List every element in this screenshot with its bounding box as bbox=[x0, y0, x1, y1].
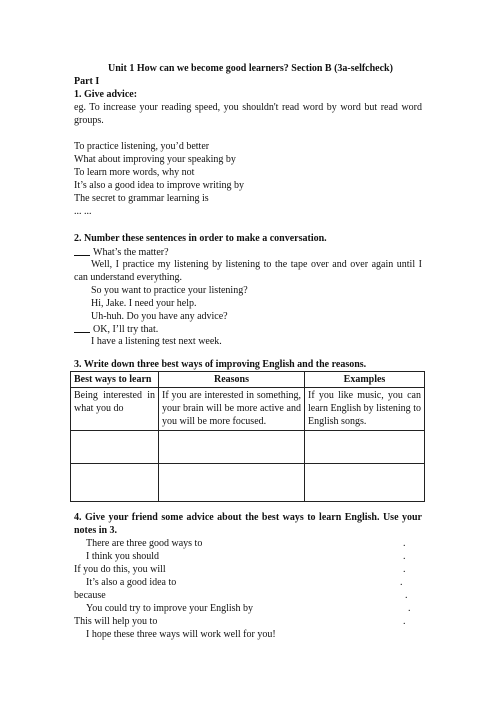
table-cell-empty[interactable] bbox=[71, 464, 159, 502]
advice-ellipsis: ... ... bbox=[74, 206, 92, 217]
line-end-mark: . bbox=[403, 538, 406, 549]
conversation-item-5: Uh-huh. Do you have any advice? bbox=[91, 311, 228, 322]
section2-heading: 2. Number these sentences in order to make a conversation. bbox=[74, 233, 327, 244]
section3-heading: 3. Write down three best ways of improving English and the reasons. bbox=[74, 359, 367, 370]
header-reasons: Reasons bbox=[159, 372, 305, 388]
conversation-item-4: Hi, Jake. I need your help. bbox=[91, 298, 197, 309]
line-end-mark: . bbox=[405, 590, 408, 601]
answer-blank[interactable] bbox=[74, 245, 90, 256]
table-cell-empty[interactable] bbox=[71, 431, 159, 464]
section4-heading: 4. Give your friend some advice about the best ways to learn English. Use your notes in 3. bbox=[74, 512, 422, 536]
advice-sentence-3: If you do this, you will bbox=[74, 564, 166, 575]
conversation-item-2: Well, I practice my listening by listening to the tape over and over again until I can understand everything. bbox=[74, 259, 422, 283]
header-examples: Examples bbox=[305, 372, 425, 388]
header-best-ways: Best ways to learn bbox=[71, 372, 159, 388]
ways-table bbox=[70, 371, 425, 502]
advice-line-3: To learn more words, why not bbox=[74, 167, 195, 178]
line-end-mark: . bbox=[403, 616, 406, 627]
table-cell-empty[interactable] bbox=[305, 431, 425, 464]
section1-example: eg. To increase your reading speed, you shouldn't read word by word but read word groups. bbox=[74, 102, 422, 126]
line-end-mark: . bbox=[403, 564, 406, 575]
table-cell: If you are interested in something, your brain will be more active and you will be more focused. bbox=[159, 388, 305, 431]
advice-sentence-7: This will help you to bbox=[74, 616, 158, 627]
table-row bbox=[71, 388, 425, 431]
advice-line-1: To practice listening, you’d better bbox=[74, 141, 210, 152]
table-cell: Being interested in what you do bbox=[71, 388, 159, 431]
table-cell-empty[interactable] bbox=[305, 464, 425, 502]
line-end-mark: . bbox=[408, 603, 411, 614]
conversation-item-7: I have a listening test next week. bbox=[91, 336, 222, 347]
advice-line-4: It’s also a good idea to improve writing by bbox=[74, 180, 244, 191]
advice-line-2: What about improving your speaking by bbox=[74, 154, 236, 165]
advice-sentence-8: I hope these three ways will work well for you! bbox=[86, 629, 276, 640]
advice-sentence-1: There are three good ways to bbox=[86, 538, 203, 549]
line-end-mark: . bbox=[400, 577, 403, 588]
table-cell-empty[interactable] bbox=[159, 464, 305, 502]
page-title: Unit 1 How can we become good learners? Section B (3a-selfcheck) bbox=[108, 63, 393, 74]
table-row bbox=[71, 464, 425, 502]
section1-heading: 1. Give advice: bbox=[74, 89, 138, 100]
advice-sentence-4: It’s also a good idea to bbox=[86, 577, 177, 588]
table-cell: If you like music, you can learn English by listening to English songs. bbox=[305, 388, 425, 431]
table-header-row bbox=[71, 372, 425, 388]
part-label: Part I bbox=[74, 76, 100, 87]
advice-sentence-2: I think you should bbox=[86, 551, 160, 562]
table-row bbox=[71, 431, 425, 464]
advice-sentence-5: because bbox=[74, 590, 106, 601]
advice-line-5: The secret to grammar learning is bbox=[74, 193, 209, 204]
answer-blank[interactable] bbox=[74, 322, 90, 333]
line-end-mark: . bbox=[403, 551, 406, 562]
conversation-item-1: What’s the matter? bbox=[74, 245, 169, 259]
conversation-item-3: So you want to practice your listening? bbox=[91, 285, 248, 296]
conversation-item-6: OK, I’ll try that. bbox=[74, 322, 158, 336]
table-cell-empty[interactable] bbox=[159, 431, 305, 464]
advice-sentence-6: You could try to improve your English by bbox=[86, 603, 254, 614]
